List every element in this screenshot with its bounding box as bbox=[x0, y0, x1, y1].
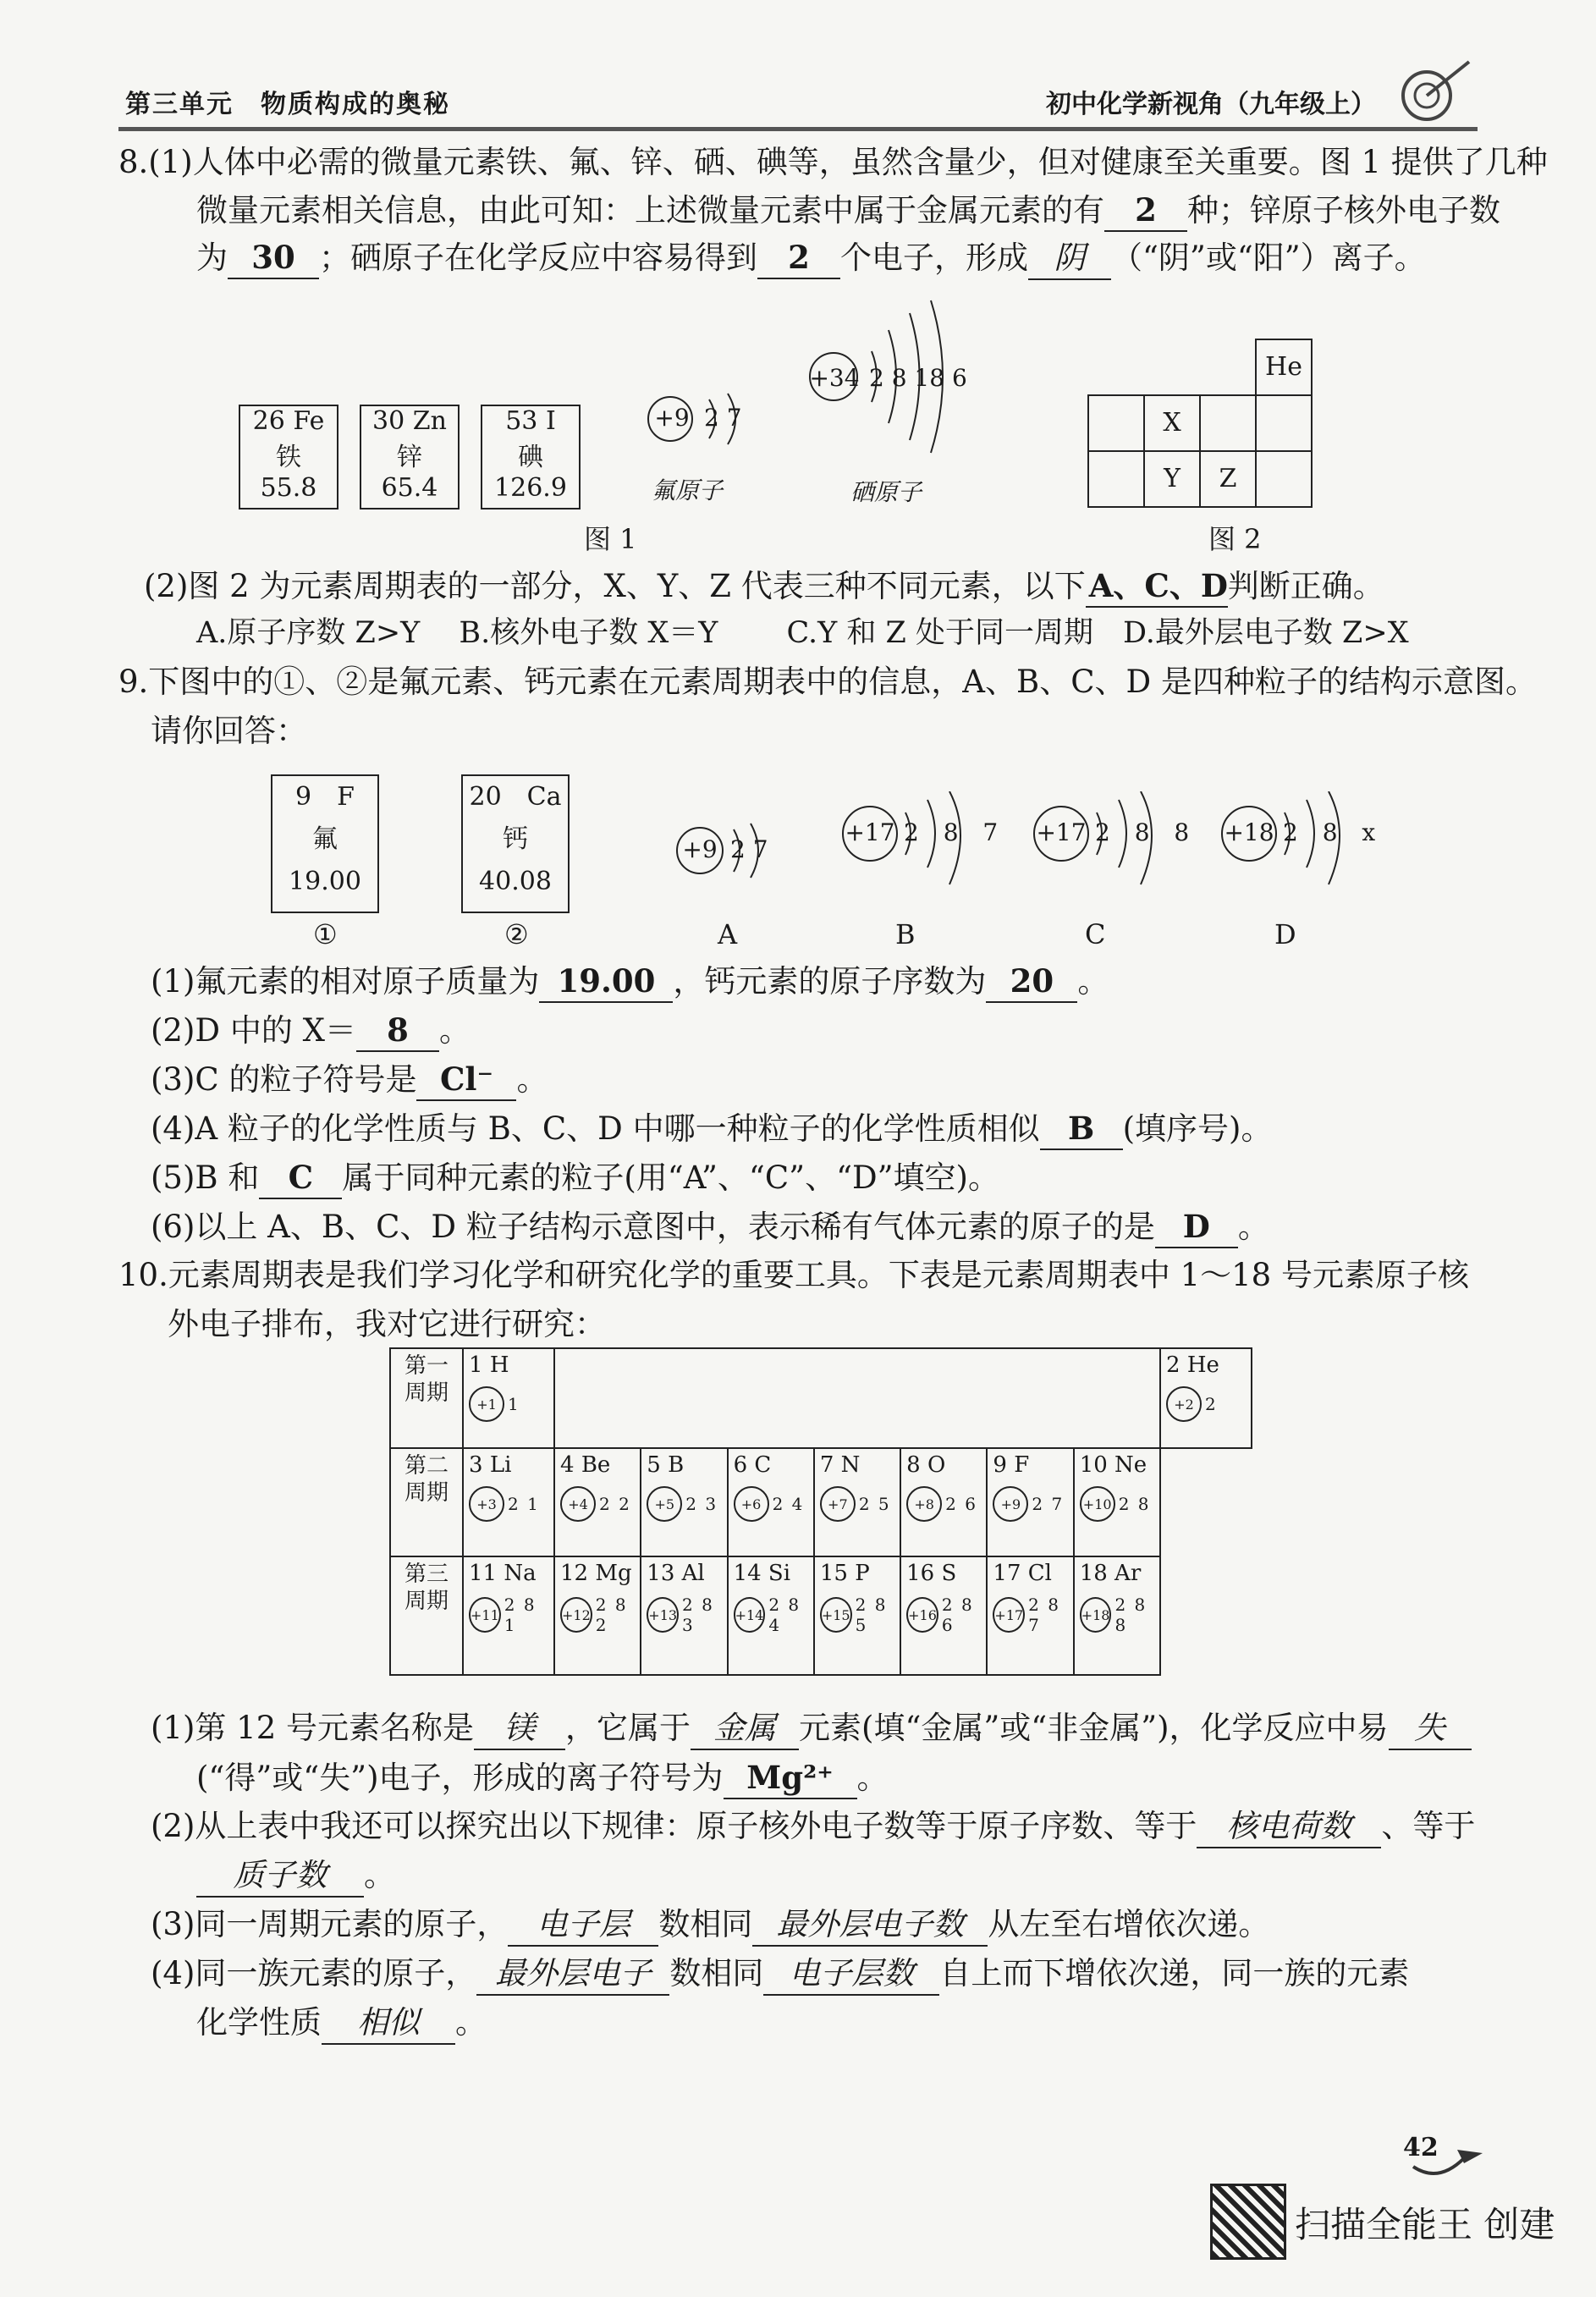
element-name: 氟 bbox=[312, 824, 338, 854]
element-symbol: S bbox=[941, 1561, 957, 1586]
q8-options: A.原子序数 Z>Y B.核外电子数 X＝Y C.Y 和 Z 处于同一周期 D.最外层电子数 Z>X bbox=[196, 616, 1409, 650]
q10-text: 元素(填“金属”或“非金属”)，化学反应中易 bbox=[799, 1710, 1389, 1746]
fluorine-label: 氟原子 bbox=[652, 476, 724, 504]
element-card-fe bbox=[239, 405, 338, 510]
shells: 2 8 3 bbox=[682, 1595, 714, 1635]
cell-empty bbox=[1199, 394, 1257, 452]
q9-text: 。 bbox=[1077, 963, 1109, 1000]
atomic-mass: 40.08 bbox=[479, 867, 552, 896]
q10-sub4-line2 bbox=[196, 2002, 487, 2045]
q9-answer-f-mass: 19.00 bbox=[539, 961, 673, 1003]
q10-text: (2)从上表中我还可以探究出以下规律：原子核外电子数等于原子序数、等于 bbox=[151, 1808, 1197, 1844]
period-label: 第二周期 bbox=[390, 1448, 463, 1556]
q8-text: (2)图 2 为元素周期表的一部分，X、Y、Z 代表三种不同元素，以下 bbox=[144, 568, 1086, 604]
q10-text: 化学性质 bbox=[196, 2004, 322, 2041]
q8-part2 bbox=[144, 565, 1384, 608]
pt-cell-ne bbox=[1074, 1448, 1160, 1556]
q10-answer-lose: 失 bbox=[1389, 1708, 1472, 1750]
element-card-zn bbox=[360, 405, 460, 510]
nucleus: +18 bbox=[1080, 1597, 1112, 1633]
element-symbol: F bbox=[337, 782, 355, 812]
q8-text: 微量元素相关信息，由此可知：上述微量元素中属于金属元素的有 bbox=[196, 192, 1104, 229]
nucleus: +13 bbox=[647, 1597, 679, 1633]
shells: 2 3 bbox=[685, 1494, 718, 1514]
pt-cell-na bbox=[463, 1556, 554, 1675]
q9-text: 属于同种元素的粒子(用“A”、“C”、“D”填空)。 bbox=[342, 1160, 999, 1196]
atomic-number: 9 bbox=[295, 782, 312, 812]
nucleus: +12 bbox=[560, 1597, 592, 1633]
pt-cell-h bbox=[463, 1348, 554, 1448]
q8-answer-zinc-electrons: 30 bbox=[228, 237, 319, 279]
pt-cell-mg bbox=[554, 1556, 641, 1675]
q10-text: 自上而下增依次递，同一族的元素 bbox=[939, 1955, 1410, 1991]
element-name: 铁 bbox=[276, 443, 301, 472]
q9-sub1 bbox=[151, 961, 1109, 1003]
particle-shell-arcs bbox=[1029, 791, 1190, 910]
cell-y: Y bbox=[1143, 450, 1201, 508]
pt-cell-n bbox=[814, 1448, 900, 1556]
nucleus: +4 bbox=[560, 1486, 596, 1522]
q10-answer-outer-electron: 最外层电子 bbox=[476, 1953, 669, 1996]
q8-text: 个电子，形成 bbox=[840, 240, 1028, 276]
page-header bbox=[118, 74, 1478, 131]
qr-code-icon bbox=[1210, 2184, 1286, 2260]
shells: 2 6 bbox=[945, 1494, 977, 1514]
nucleus: +11 bbox=[469, 1597, 501, 1633]
particle-label-a: A bbox=[718, 918, 738, 950]
book-title: 初中化学新视角（九年级上） bbox=[1046, 90, 1376, 119]
shells: 2 7 bbox=[1032, 1494, 1065, 1514]
page-number: 42 bbox=[1403, 2133, 1439, 2162]
atomic-number: 26 bbox=[252, 406, 285, 436]
q10-text: ，它属于 bbox=[565, 1710, 691, 1746]
shells: 2 1 bbox=[508, 1494, 540, 1514]
element-symbol: Li bbox=[489, 1452, 512, 1478]
particle-nucleus: +18 bbox=[1224, 818, 1274, 846]
element-symbol: Zn bbox=[412, 406, 447, 436]
q10-answer-ion-symbol: Mg²⁺ bbox=[724, 1757, 857, 1799]
selenium-label: 硒原子 bbox=[850, 478, 922, 506]
period-label: 第一周期 bbox=[390, 1348, 463, 1448]
atomic-mass: 126.9 bbox=[494, 473, 567, 503]
q9-text: 。 bbox=[516, 1061, 548, 1098]
atomic-number: 8 bbox=[906, 1452, 921, 1478]
q9-answer-similar: B bbox=[1040, 1108, 1123, 1150]
q9-text: ，钙元素的原子序数为 bbox=[673, 963, 987, 1000]
shells: 2 4 bbox=[772, 1494, 805, 1514]
q8-text: 种；锌原子核外电子数 bbox=[1187, 192, 1500, 229]
atomic-number: 18 bbox=[1079, 1561, 1108, 1586]
q10-text: 。 bbox=[856, 1760, 889, 1796]
q8-text: 为 bbox=[196, 240, 228, 276]
q10-answer-similar: 相似 bbox=[322, 2002, 455, 2045]
element-symbol: Na bbox=[504, 1561, 537, 1586]
q10-text: (1)第 12 号元素名称是 bbox=[151, 1710, 475, 1746]
nucleus: +9 bbox=[993, 1486, 1028, 1522]
q9-text: (3)C 的粒子符号是 bbox=[151, 1061, 417, 1098]
scanner-watermark: 扫描全能王 创建 bbox=[1295, 2204, 1555, 2245]
element-card-ca bbox=[461, 774, 570, 913]
q9-text: 。 bbox=[1237, 1209, 1269, 1245]
atomic-number: 14 bbox=[733, 1561, 762, 1586]
pt-cell-be bbox=[554, 1448, 641, 1556]
q10-sub2-line1 bbox=[151, 1806, 1475, 1848]
shells: 2 2 bbox=[599, 1494, 631, 1514]
nucleus: +7 bbox=[820, 1486, 856, 1522]
shells: 2 8 bbox=[1118, 1494, 1151, 1514]
q9-text: (1)氟元素的相对原子质量为 bbox=[151, 963, 540, 1000]
q9-answer-noble-gas: D bbox=[1155, 1206, 1238, 1248]
nucleus: +2 bbox=[1166, 1386, 1202, 1422]
q10-sub4-line1 bbox=[151, 1953, 1409, 1996]
cell-empty bbox=[1255, 450, 1313, 508]
element-symbol: Si bbox=[768, 1561, 791, 1586]
atomic-number: 2 bbox=[1166, 1352, 1180, 1378]
element-symbol: B bbox=[668, 1452, 685, 1478]
cell-empty bbox=[1087, 450, 1145, 508]
figure2-caption: 图 2 bbox=[1208, 523, 1262, 555]
atomic-mass: 55.8 bbox=[260, 473, 317, 503]
particle-nucleus: +17 bbox=[845, 818, 895, 846]
atomic-number: 3 bbox=[469, 1452, 483, 1478]
fluorine-nucleus: +9 bbox=[654, 404, 690, 432]
figure1-caption: 图 1 bbox=[584, 523, 637, 555]
particle-nucleus: +9 bbox=[682, 835, 718, 863]
q10-text: (3)同一周期元素的原子， bbox=[151, 1906, 509, 1942]
q10-text: 。 bbox=[455, 2004, 487, 2041]
shells: 1 bbox=[508, 1394, 520, 1414]
element-symbol: I bbox=[545, 406, 556, 436]
pt-cell-cl bbox=[987, 1556, 1073, 1675]
nucleus: +8 bbox=[906, 1486, 942, 1522]
pt-cell-si bbox=[728, 1556, 814, 1675]
figure2-table bbox=[1087, 339, 1312, 508]
nucleus: +15 bbox=[820, 1597, 852, 1633]
q9-sub3 bbox=[151, 1059, 548, 1101]
selenium-nucleus: +34 bbox=[809, 364, 860, 392]
q10-answer-outer-electrons: 最外层电子数 bbox=[752, 1904, 988, 1947]
q8-line2 bbox=[196, 190, 1500, 232]
pt-cell-he bbox=[1160, 1348, 1252, 1448]
pt-cell-p bbox=[814, 1556, 900, 1675]
q10-answer-proton-count: 质子数 bbox=[196, 1855, 364, 1898]
nucleus: +17 bbox=[993, 1597, 1025, 1633]
q9-text: 。 bbox=[438, 1012, 471, 1049]
atomic-number: 5 bbox=[647, 1452, 661, 1478]
atomic-number: 17 bbox=[993, 1561, 1021, 1586]
pt-cell-f bbox=[987, 1448, 1073, 1556]
atomic-number: 15 bbox=[819, 1561, 848, 1586]
q9-answer-ca-number: 20 bbox=[986, 961, 1077, 1003]
q8-answer-ion-type: 阴 bbox=[1028, 238, 1111, 280]
q9-line1: 9.下图中的①、②是氟元素、钙元素在元素周期表中的信息，A、B、C、D 是四种粒子的结构示意图。 bbox=[118, 664, 1537, 700]
pt-cell-s bbox=[900, 1556, 987, 1675]
q10-line2: 外电子排布，我对它进行研究： bbox=[168, 1306, 606, 1342]
q10-sub2-line2 bbox=[196, 1855, 395, 1898]
pt-cell-ar bbox=[1074, 1556, 1160, 1675]
particle-shell-arcs bbox=[1217, 791, 1378, 910]
q10-text: 从左至右增依次递。 bbox=[988, 1906, 1270, 1942]
q10-text: 。 bbox=[364, 1857, 395, 1893]
element-symbol: C bbox=[754, 1452, 772, 1478]
q9-sub5 bbox=[151, 1157, 999, 1199]
atomic-number: 9 bbox=[993, 1452, 1007, 1478]
particle-shells: 2 8 8 bbox=[1095, 818, 1198, 846]
pt-cell-o bbox=[900, 1448, 987, 1556]
element-symbol: He bbox=[1186, 1352, 1219, 1378]
element-symbol: Be bbox=[581, 1452, 611, 1478]
particle-label-b: B bbox=[895, 918, 916, 950]
particle-label-c: C bbox=[1085, 918, 1106, 950]
cell-z: Z bbox=[1199, 450, 1257, 508]
element-symbol: Cl bbox=[1027, 1561, 1052, 1586]
q8-answer-se-gain: 2 bbox=[757, 237, 840, 279]
atomic-number: 12 bbox=[560, 1561, 589, 1586]
q10-text: (“得”或“失”)电子，形成的离子符号为 bbox=[196, 1760, 724, 1796]
element-symbol: Ne bbox=[1114, 1452, 1147, 1478]
fluorine-shells: 2 7 bbox=[704, 404, 742, 432]
atomic-number: 13 bbox=[647, 1561, 675, 1586]
card-label-1: ① bbox=[313, 918, 338, 950]
element-symbol: Al bbox=[681, 1561, 705, 1586]
q9-text: (6)以上 A、B、C、D 粒子结构示意图中，表示稀有气体元素的原子的是 bbox=[151, 1209, 1155, 1245]
atomic-mass: 65.4 bbox=[381, 473, 438, 503]
atomic-number: 1 bbox=[469, 1352, 483, 1378]
cell-x: X bbox=[1143, 394, 1201, 452]
element-card-i bbox=[481, 405, 581, 510]
element-symbol: Mg bbox=[595, 1561, 632, 1586]
element-name: 碘 bbox=[518, 443, 543, 472]
q9-line2: 请你回答： bbox=[151, 713, 307, 749]
card-label-2: ② bbox=[504, 918, 529, 950]
q9-text: (5)B 和 bbox=[151, 1160, 260, 1196]
q10-answer-shell-number: 电子层数 bbox=[763, 1953, 939, 1996]
element-symbol: N bbox=[840, 1452, 861, 1478]
q9-sub4 bbox=[151, 1108, 1272, 1150]
q8-line3 bbox=[196, 237, 1426, 280]
atomic-number: 16 bbox=[906, 1561, 935, 1586]
shells: 2 5 bbox=[858, 1494, 891, 1514]
element-card-f bbox=[271, 774, 379, 913]
nucleus: +16 bbox=[906, 1597, 938, 1633]
atomic-number: 11 bbox=[469, 1561, 498, 1586]
shells: 2 bbox=[1205, 1394, 1218, 1414]
q9-text: (4)A 粒子的化学性质与 B、C、D 中哪一种粒子的化学性质相似 bbox=[151, 1110, 1040, 1147]
element-symbol: Ca bbox=[526, 782, 562, 812]
pt-cell-c bbox=[728, 1448, 814, 1556]
atomic-mass: 19.00 bbox=[289, 867, 361, 896]
q10-text: 、等于 bbox=[1381, 1808, 1476, 1844]
page-arc-icon bbox=[1405, 2116, 1489, 2184]
q10-answer-nuclear-charge: 核电荷数 bbox=[1197, 1806, 1381, 1848]
q8-text: 判断正确。 bbox=[1227, 568, 1384, 604]
q9-text: (2)D 中的 X＝ bbox=[151, 1012, 356, 1049]
element-symbol: H bbox=[489, 1352, 509, 1378]
particle-shells: 2 8 7 bbox=[904, 818, 1007, 846]
particle-shell-arcs bbox=[838, 791, 999, 910]
element-symbol: O bbox=[927, 1452, 946, 1478]
atomic-number: 7 bbox=[819, 1452, 834, 1478]
atomic-number: 10 bbox=[1079, 1452, 1108, 1478]
particle-shells: 2 8 x bbox=[1283, 818, 1384, 846]
element-name: 钙 bbox=[503, 824, 528, 854]
element-symbol: F bbox=[1014, 1452, 1030, 1478]
q10-sub1-line1 bbox=[151, 1708, 1472, 1750]
q8-text: （“阴”或“阳”）离子。 bbox=[1111, 240, 1426, 276]
element-symbol: Ar bbox=[1114, 1561, 1142, 1586]
q9-sub2 bbox=[151, 1010, 471, 1052]
cell-empty bbox=[1255, 394, 1313, 452]
shells: 2 8 5 bbox=[855, 1595, 888, 1635]
element-symbol: P bbox=[855, 1561, 870, 1586]
q8-answer-metal-count: 2 bbox=[1104, 190, 1187, 232]
particle-nucleus: +17 bbox=[1036, 818, 1087, 846]
particle-shell-arcs bbox=[673, 817, 800, 910]
shells: 2 8 2 bbox=[595, 1595, 628, 1635]
q10-line1: 10.元素周期表是我们学习化学和研究化学的重要工具。下表是元素周期表中 1～18 号元素原子核 bbox=[118, 1257, 1469, 1293]
periodic-table-1-18 bbox=[389, 1347, 1252, 1676]
q9-answer-c-symbol: Cl⁻ bbox=[416, 1059, 516, 1101]
atomic-number: 4 bbox=[560, 1452, 575, 1478]
shells: 2 8 1 bbox=[504, 1595, 537, 1635]
q9-text: (填序号)。 bbox=[1122, 1110, 1273, 1147]
shells: 2 8 6 bbox=[941, 1595, 974, 1635]
particle-shells: 2 7 bbox=[730, 835, 768, 863]
q10-sub3 bbox=[151, 1904, 1269, 1947]
q10-answer-metal-type: 金属 bbox=[691, 1708, 799, 1750]
q8-answer-correct-options: A、C、D bbox=[1086, 565, 1228, 608]
pt-cell-b bbox=[641, 1448, 727, 1556]
element-symbol: Fe bbox=[293, 406, 325, 436]
atomic-number: 6 bbox=[733, 1452, 748, 1478]
period-2-row bbox=[390, 1448, 1252, 1556]
q9-answer-same-element: C bbox=[259, 1157, 342, 1199]
cell-empty bbox=[1087, 394, 1145, 452]
shells: 2 8 4 bbox=[768, 1595, 801, 1635]
target-logo-icon bbox=[1384, 58, 1478, 125]
q10-answer-element-name: 镁 bbox=[474, 1708, 565, 1750]
period-label: 第三周期 bbox=[390, 1556, 463, 1675]
nucleus: +14 bbox=[734, 1597, 766, 1633]
q9-answer-x: 8 bbox=[356, 1010, 439, 1052]
q9-sub6 bbox=[151, 1206, 1269, 1248]
nucleus: +6 bbox=[734, 1486, 769, 1522]
selenium-shells: 2 8 18 6 bbox=[869, 364, 967, 392]
atomic-number: 20 bbox=[469, 782, 502, 812]
q8-text: ；硒原子在化学反应中容易得到 bbox=[319, 240, 757, 276]
period-3-row bbox=[390, 1556, 1252, 1675]
shells: 2 8 7 bbox=[1028, 1595, 1060, 1635]
nucleus: +10 bbox=[1080, 1486, 1115, 1522]
q10-text: 数相同 bbox=[669, 1955, 764, 1991]
q8-line1: 8.(1)人体中必需的微量元素铁、氟、锌、硒、碘等，虽然含量少，但对健康至关重要。图 1 提供了几种 bbox=[118, 144, 1548, 180]
pt-cell-li bbox=[463, 1448, 554, 1556]
pt-cell-al bbox=[641, 1556, 727, 1675]
q10-sub1-line2 bbox=[196, 1757, 889, 1799]
shells: 2 8 8 bbox=[1114, 1595, 1147, 1635]
pt-gap bbox=[554, 1348, 1160, 1448]
nucleus: +1 bbox=[469, 1386, 504, 1422]
q10-answer-shell-count: 电子层 bbox=[508, 1904, 658, 1947]
q10-text: 数相同 bbox=[658, 1906, 753, 1942]
nucleus: +3 bbox=[469, 1486, 504, 1522]
nucleus: +5 bbox=[647, 1486, 682, 1522]
cell-he: He bbox=[1255, 339, 1313, 396]
atomic-number: 53 bbox=[505, 406, 538, 436]
unit-title: 第三单元 物质构成的奥秘 bbox=[125, 90, 450, 119]
particle-label-d: D bbox=[1274, 918, 1296, 950]
atomic-number: 30 bbox=[372, 406, 405, 436]
element-name: 锌 bbox=[397, 443, 422, 472]
q10-text: (4)同一族元素的原子， bbox=[151, 1955, 477, 1991]
